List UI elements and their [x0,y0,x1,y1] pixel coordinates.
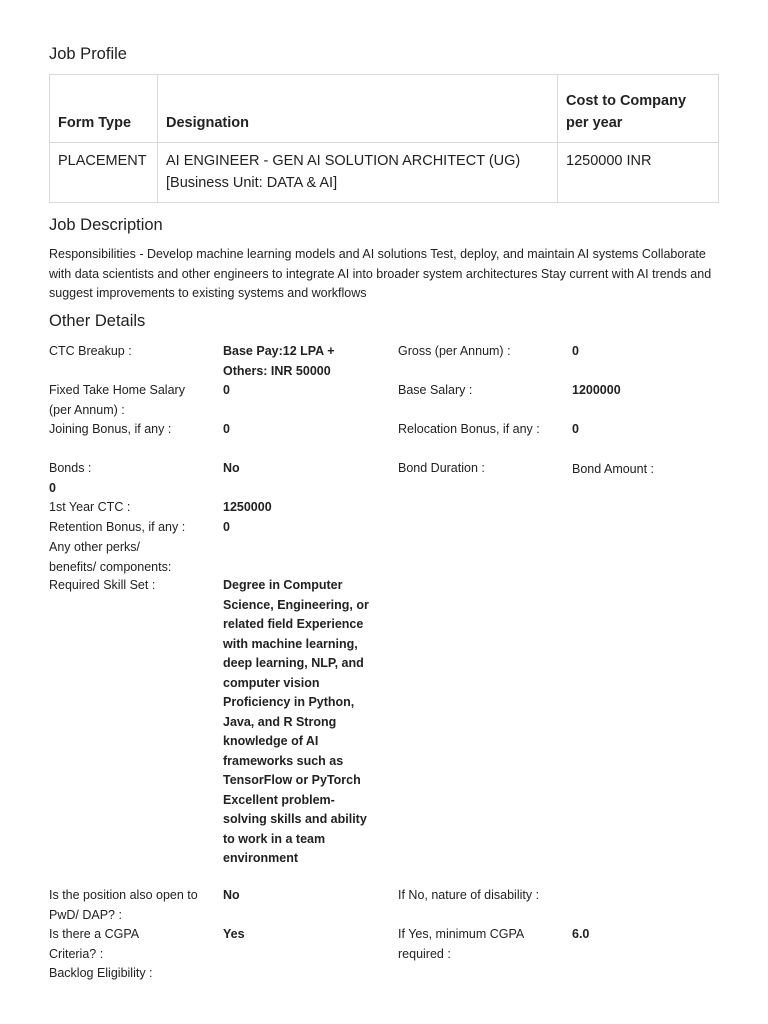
base-salary-value: 1200000 [572,383,621,397]
ctc-breakup-label: CTC Breakup : [49,344,132,358]
job-profile-heading: Job Profile [49,45,127,63]
job-description-text: Responsibilities - Develop machine learning models and AI solutions Test, deploy, and maintain AI systems Collaborate with data scientists and other engineers to integrate AI into broader system architectures Stay current with AI trends and suggest improvements to existing systems and workflows [49,247,712,300]
first-year-ctc-value: 1250000 [223,500,272,514]
fixed-take-home-value: 0 [223,383,230,397]
joining-bonus-label: Joining Bonus, if any : [49,422,172,436]
bond-amount-label: Bond Amount : [572,462,655,476]
form-type-cell: PLACEMENT [50,143,158,203]
relocation-bonus-label: Relocation Bonus, if any : [398,422,540,436]
backlog-label: Backlog Eligibility : [49,966,153,980]
designation-cell: AI ENGINEER - GEN AI SOLUTION ARCHITECT (UG) [Business Unit: DATA & AI] [158,143,558,203]
column-header-designation: Designation [158,75,558,143]
job-description-heading: Job Description [49,216,163,234]
relocation-bonus-value: 0 [572,422,579,436]
fixed-take-home-label: Fixed Take Home Salary (per Annum) : [49,383,185,417]
retention-bonus-value: 0 [223,520,230,534]
skill-set-value: Degree in Computer Science, Engineering, or related field Experience with machine learning, deep learning, NLP, and computer vision Proficiency in Python, Java, and R Strong knowledge of AI frameworks such as TensorFlow or PyTorch Excellent problem-solving skills and ability to work in a team environment [223,578,369,865]
other-perks-label: Any other perks/ benefits/ components: [49,540,172,574]
bonds-value: No [223,461,240,475]
skill-set-label: Required Skill Set : [49,578,156,592]
bond-duration-label: Bond Duration : [398,461,485,475]
ctc-cell: 1250000 INR [558,143,719,203]
job-profile-table [49,74,719,203]
disability-label: If No, nature of disability : [398,888,540,902]
first-year-ctc-label: 1st Year CTC : [49,500,131,514]
min-cgpa-label: If Yes, minimum CGPA required : [398,927,524,961]
joining-bonus-value: 0 [223,422,230,436]
bonds-label: Bonds : [49,461,92,475]
table-header-row [50,75,719,143]
gross-label: Gross (per Annum) : [398,344,511,358]
cgpa-criteria-value: Yes [223,927,245,941]
ctc-breakup-value: Base Pay:12 LPA + Others: INR 50000 [223,344,335,378]
column-header-form-type: Form Type [50,75,158,143]
other-details-heading: Other Details [49,312,146,330]
table-row [50,143,719,203]
min-cgpa-value: 6.0 [572,927,590,941]
pwd-label: Is the position also open to PwD/ DAP? : [49,888,198,922]
retention-bonus-label: Retention Bonus, if any : [49,520,186,534]
gross-value: 0 [572,344,579,358]
cgpa-criteria-label: Is there a CGPA Criteria? : [49,927,139,961]
base-salary-label: Base Salary : [398,383,473,397]
pwd-value: No [223,888,240,902]
bond-amount-value: 0 [49,481,56,495]
column-header-ctc: Cost to Company per year [558,75,719,143]
